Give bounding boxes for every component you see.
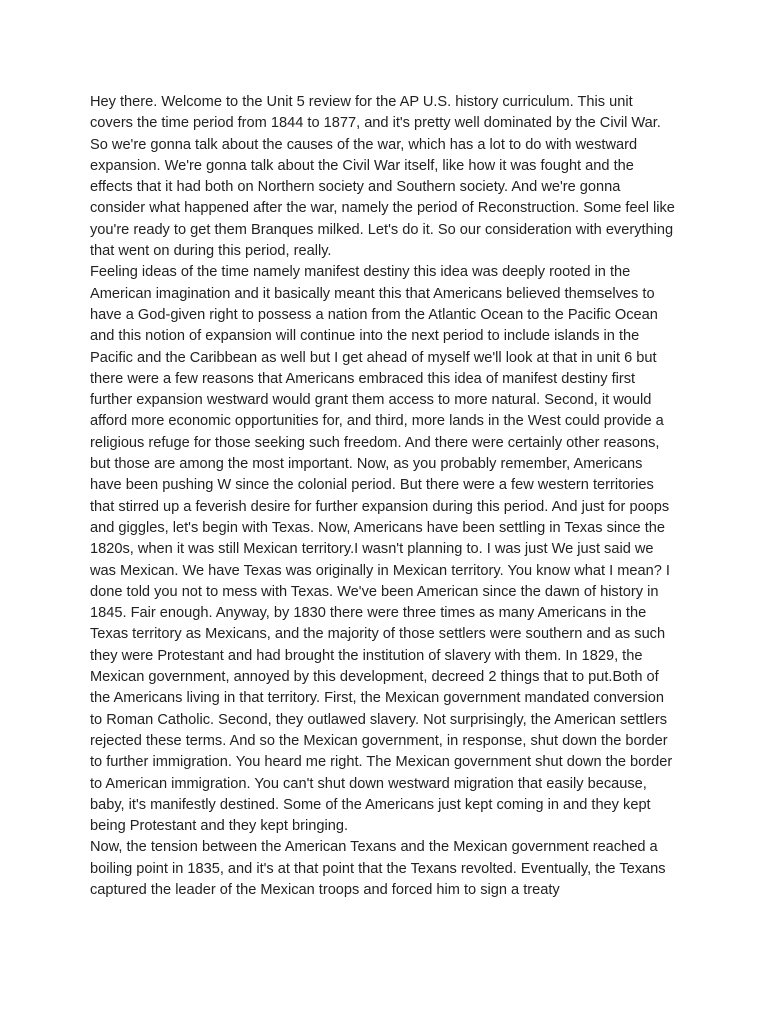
document-body	[90, 92, 676, 901]
paragraph-texas-revolt: Now, the tension between the American Texans and the Mexican government reached a boiling point in 1835, and it's at that point that the Texans revolted. Eventually, the Texans captured the leader of the Mexican troops and forced him to sign a treaty	[90, 839, 666, 898]
paragraph-manifest-destiny: Feeling ideas of the time namely manifest destiny this idea was deeply rooted in the American imagination and it basically meant this that Americans believed themselves to have a God-given right to possess a nation from the Atlantic Ocean to the Pacific Ocean and this notion of expansion will continue into the next period to include islands in the Pacific and the Caribbean as well but I get ahead of myself we'll look at that in unit 6 but there were a few reasons that Americans embraced this idea of manifest destiny first further expansion westward would grant them access to more natural. Second, it would afford more economic opportunities for, and third, more lands in the West could provide a religious refuge for those seeking such freedom. And there were certainly other reasons, but those are among the most important. Now, as you probably remember, Americans have been pushing W since the colonial period. But there were a few western territories that stirred up a feverish desire for further expansion during this period. And just for poops and giggles, let's begin with Texas. Now, Americans have been settling in Texas since the 1820s, when it was still Mexican territory.I wasn't planning to. I was just We just said we was Mexican. We have Texas was originally in Mexican territory. You know what I mean? I done told you not to mess with Texas. We've been American since the dawn of history in 1845. Fair enough. Anyway, by 1830 there were three times as many Americans in the Texas territory as Mexicans, and the majority of those settlers were southern and as such they were Protestant and had brought the institution of slavery with them. In 1829, the Mexican government, annoyed by this development, decreed 2 things that to put.Both of the Americans living in that territory. First, the Mexican government mandated conversion to Roman Catholic. Second, they outlawed slavery. Not surprisingly, the American settlers rejected these terms. And so the Mexican government, in response, shut down the border to further immigration. You heard me right. The Mexican government shut down the border to American immigration. You can't shut down westward migration that easily because, baby, it's manifestly destined. Some of the Americans just kept coming in and they kept being Protestant and they kept bringing.	[90, 264, 673, 835]
paragraph-intro: Hey there. Welcome to the Unit 5 review for the AP U.S. history curriculum. This unit covers the time period from 1844 to 1877, and it's pretty well dominated by the Civil War. So we're gonna talk about the causes of the war, which has a lot to do with westward expansion. We're gonna talk about the Civil War itself, like how it was fought and the effects that it had both on Northern society and Southern society. And we're gonna consider what happened after the war, namely the period of Reconstruction. Some feel like you're ready to get them Branques milked. Let's do it. So our consideration with everything that went on during this period, really.	[90, 94, 675, 260]
